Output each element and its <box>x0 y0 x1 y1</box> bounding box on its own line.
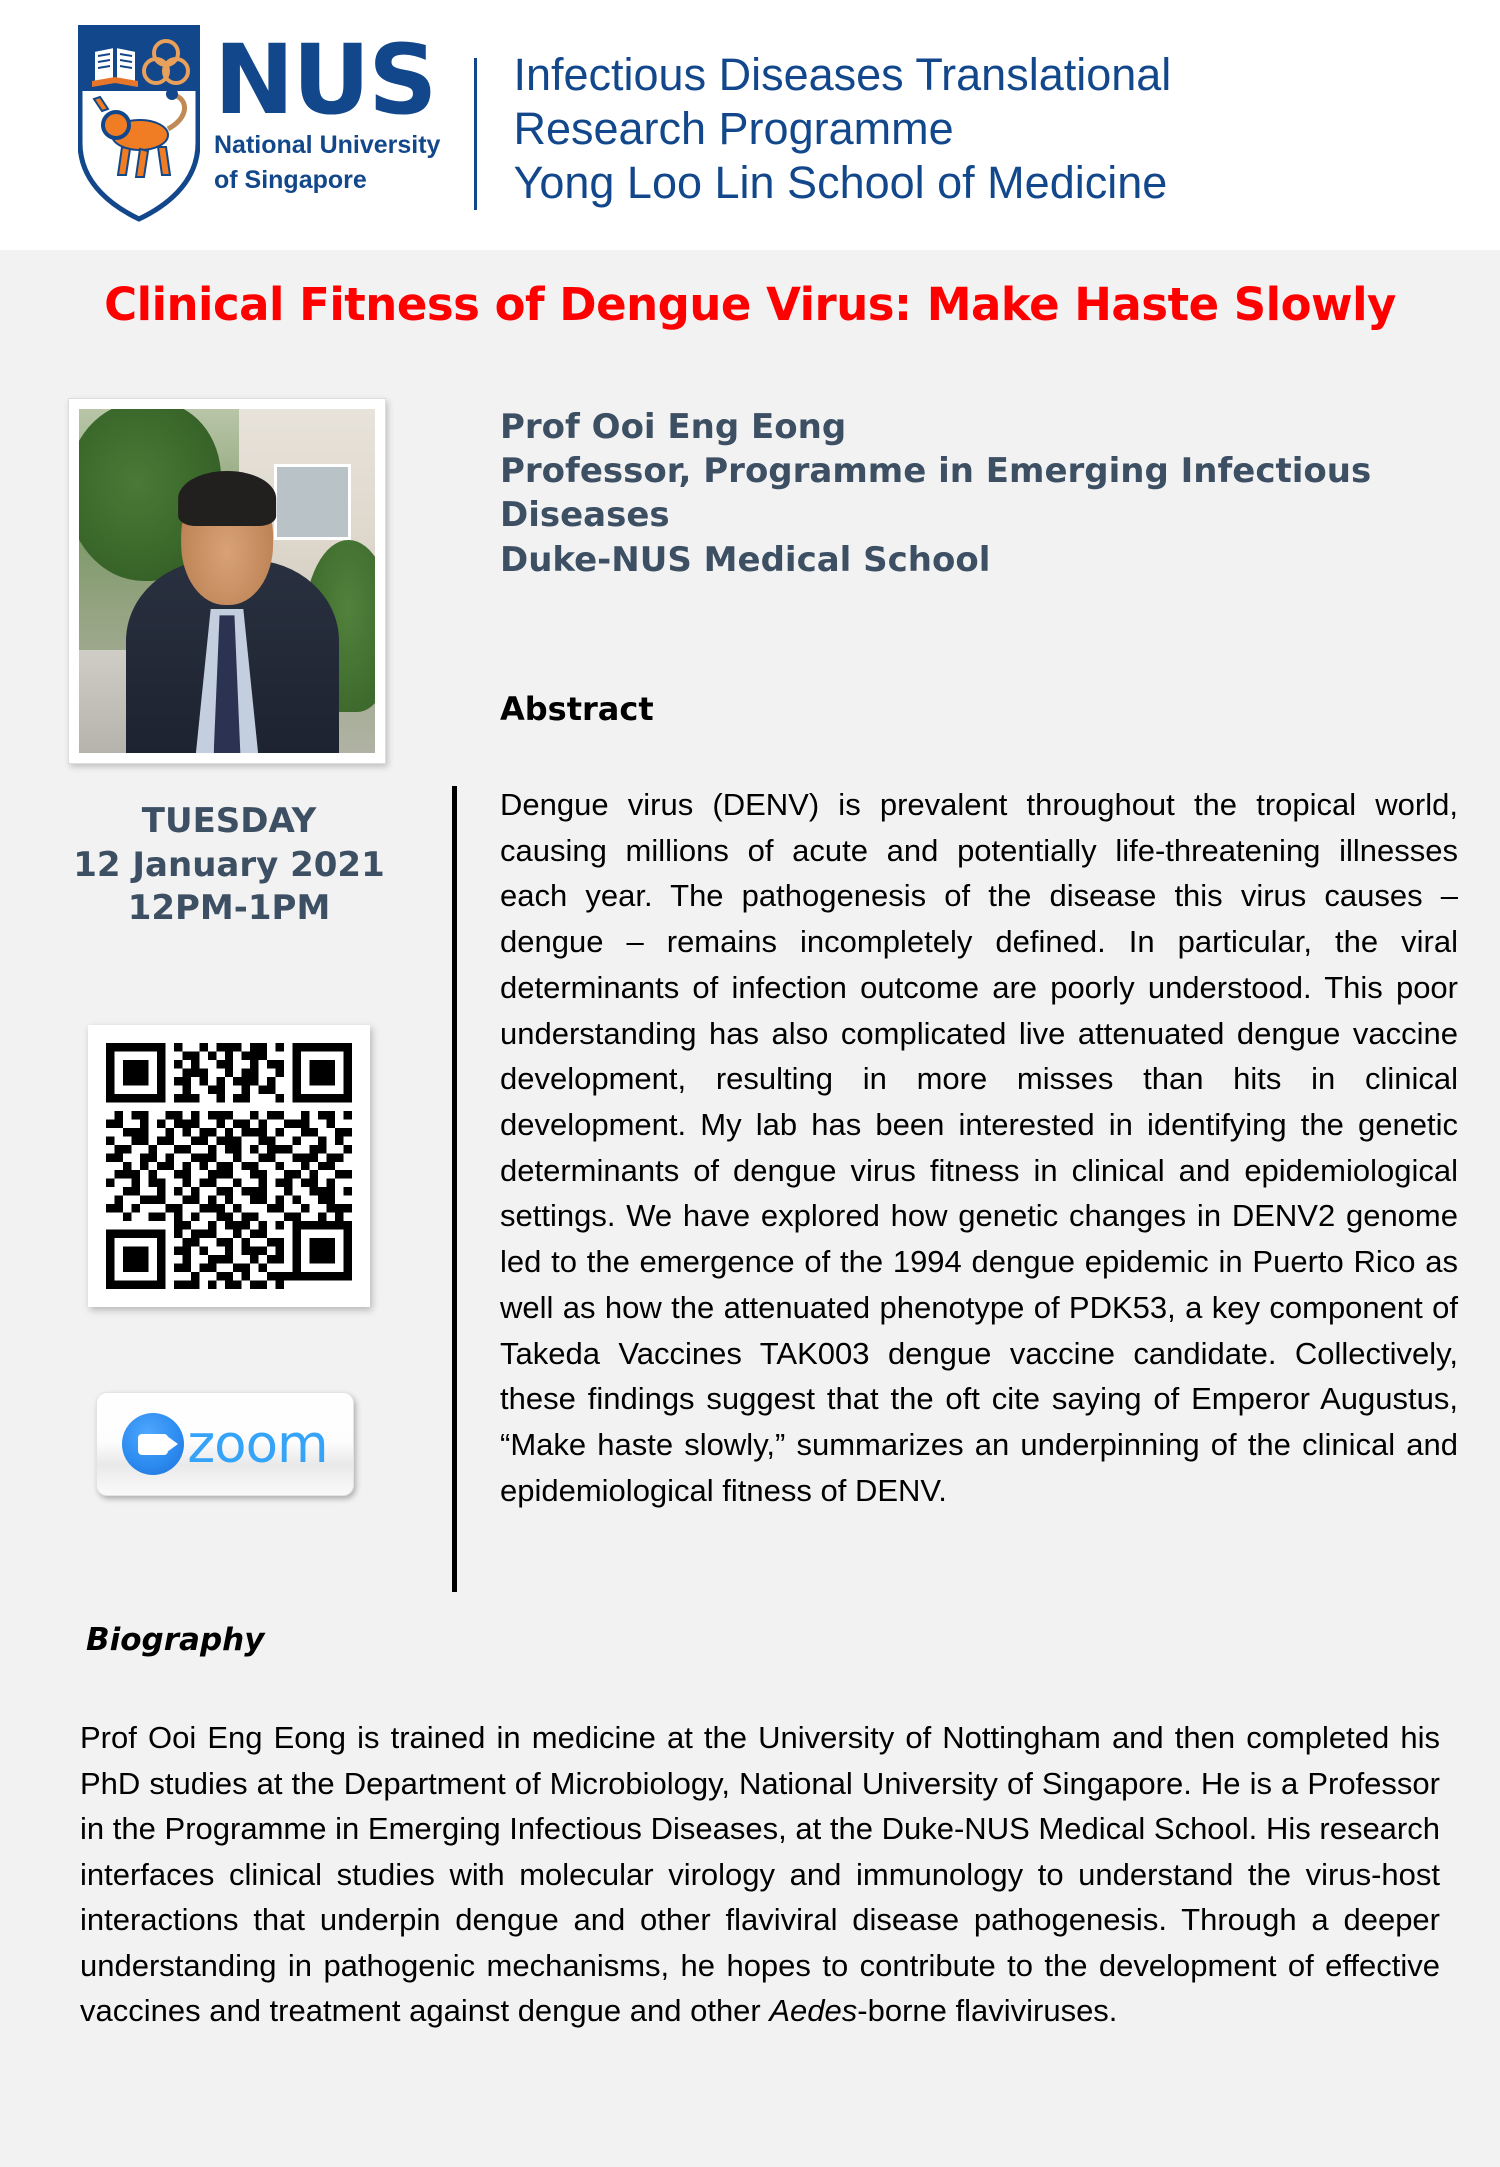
speaker-photo-frame <box>68 398 386 764</box>
nus-logo <box>78 25 440 225</box>
speaker-photo <box>79 409 375 753</box>
nus-letters: NUS <box>214 24 436 136</box>
vertical-divider <box>452 786 457 1592</box>
event-day: TUESDAY <box>141 801 317 841</box>
biography-part-2: -borne flaviviruses. <box>857 1993 1118 2029</box>
programme-title <box>513 40 1171 210</box>
speaker-info <box>500 405 1460 582</box>
biography-italic-term: Aedes <box>769 1993 858 2029</box>
nus-wordmark <box>214 25 440 195</box>
zoom-platform-badge[interactable] <box>96 1392 354 1496</box>
speaker-role-line1: Professor, Programme in Emerging Infectious <box>500 451 1372 492</box>
programme-line-1: Infectious Diseases Translational <box>513 49 1172 100</box>
qr-code-icon <box>106 1043 352 1289</box>
biography-heading: Biography <box>86 1622 265 1658</box>
zoom-camera-icon <box>122 1413 184 1475</box>
programme-line-3: Yong Loo Lin School of Medicine <box>513 157 1168 208</box>
speaker-name: Prof Ooi Eng Eong <box>500 407 847 447</box>
event-datetime <box>30 800 428 931</box>
speaker-affiliation: Duke-NUS Medical School <box>500 539 991 580</box>
nus-crest-icon <box>78 25 200 222</box>
event-date: 12 January 2021 <box>73 844 385 885</box>
header-divider <box>474 58 477 210</box>
nus-sub-line1: National University <box>214 131 441 160</box>
programme-line-2: Research Programme <box>513 103 954 154</box>
abstract-body: Dengue virus (DENV) is prevalent throughout the tropical world, causing millions of acute and potentially life-threatening illnesses each year. The pathogenesis of the disease this virus causes – dengue – remains incompletely defined. In particular, the viral determinants of infection outcome are poorly understood. This poor understanding has also complicated live attenuated dengue vaccine development, resulting in more misses than hits in clinical development. My lab has been interested in identifying the genetic determinants of dengue virus fitness in clinical and epidemiological settings. We have explored how genetic changes in DENV2 genome led to the emergence of the 1994 dengue epidemic in Puerto Rico as well as how the attenuated phenotype of PDK53, a key component of Takeda Vaccines TAK003 dengue vaccine candidate. Collectively, these findings suggest that the oft cite saying of Emperor Augustus, “Make haste slowly,” summarizes an underpinning of the clinical and epidemiological fitness of DENV. <box>500 787 1458 1508</box>
page-header <box>0 0 1500 250</box>
biography-body <box>80 1715 1440 2034</box>
speaker-role-line2: Diseases <box>500 495 670 536</box>
zoom-label: zoom <box>187 1413 328 1475</box>
biography-part-1: Prof Ooi Eng Eong is trained in medicine at the University of Nottingham and then completed his PhD studies at the Department of Microbiology, National University of Singapore. He is a Professor in the Programme in Emerging Infectious Diseases, at the Duke-NUS Medical School. His research interfaces clinical studies with molecular virology and immunology to understand the virus-host interactions that underpin dengue and other flaviviral disease pathogenesis. Through a deeper understanding in pathogenic mechanisms, he hopes to contribute to the development of effective vaccines and treatment against dengue and other <box>80 1720 1440 2029</box>
talk-title: Clinical Fitness of Dengue Virus: Make Haste Slowly <box>104 278 1396 331</box>
registration-qr-code[interactable] <box>88 1025 370 1307</box>
event-time: 12PM-1PM <box>127 888 331 929</box>
nus-sub-line2: of Singapore <box>214 165 367 194</box>
abstract-heading: Abstract <box>500 690 654 728</box>
